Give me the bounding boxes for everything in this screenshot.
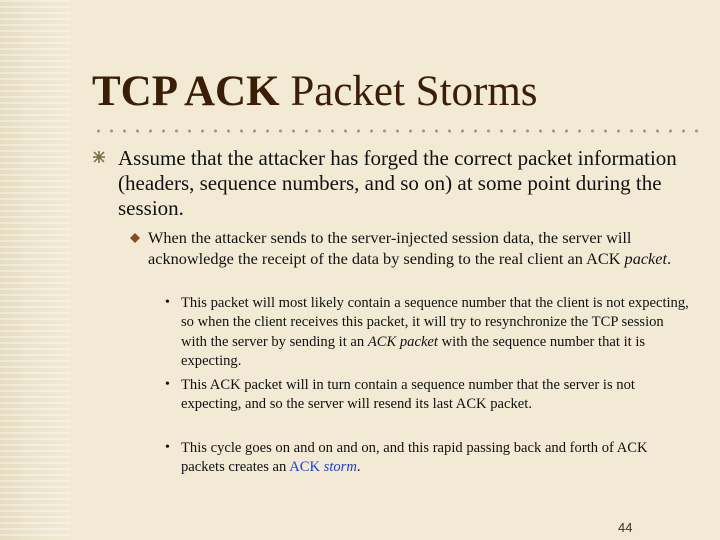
bullet2-text: When the attacker sends to the server-injected session data, the server will acknowledge the receipt of the data by sending to the real client an (148, 228, 632, 268)
sub-bullet-2 (181, 376, 691, 415)
bullet2-end: . (667, 248, 672, 268)
sb3-text1: This cycle goes on and on and on, and this rapid passing back and forth of (181, 440, 617, 456)
bullet-level2 (148, 228, 688, 269)
sb3-storm: storm (320, 459, 357, 476)
page-number: 44 (618, 520, 633, 535)
sb1-text3: with the sequence number that it is expecting. (181, 333, 646, 369)
slide-title (92, 66, 538, 118)
sb2-text2: packet will in turn contain a sequence number that the server is not expecting, and so the server will resend its last (181, 377, 635, 413)
sb2-ack2: ACK (455, 396, 487, 413)
title-bold: TCP ACK (92, 68, 280, 115)
sb2-text1: This (181, 377, 210, 393)
diamond-icon (130, 233, 140, 243)
sb3-end: . (356, 459, 361, 476)
sb2-ack: ACK (209, 377, 241, 393)
bullet2-ack: ACK (586, 248, 621, 268)
bullet2-packet: packet (624, 248, 668, 268)
sb3-ack: ACK (616, 440, 648, 456)
sb2-text3: packet. (486, 396, 532, 413)
sb3-text2: packets creates an (181, 459, 290, 476)
title-regular: Packet Storms (279, 68, 538, 115)
sub-bullet-1 (181, 294, 691, 371)
sb1-ack-packet: ACK packet (367, 333, 438, 350)
bullet-level1: Assume that the attacker has forged the correct packet information (headers, sequence numbers, and so on) at some point during the session. (118, 146, 677, 220)
background-texture (0, 0, 70, 540)
cross-star-icon (92, 150, 106, 164)
dot-icon: • (165, 295, 170, 310)
sub-bullet-3 (181, 439, 691, 478)
sb1-tcp: TCP (591, 314, 618, 331)
title-divider (92, 127, 698, 135)
sb1-text1: This packet will most likely contain a sequence number that the client is not expecting, so when the client receives this packet, it will try to resynchronize the (181, 295, 689, 331)
sb1-text2: session with the server by sending it an (181, 314, 664, 350)
sb3-storm-ack: ACK (289, 459, 320, 476)
dot-icon: • (165, 377, 170, 392)
dot-icon: • (165, 440, 170, 455)
